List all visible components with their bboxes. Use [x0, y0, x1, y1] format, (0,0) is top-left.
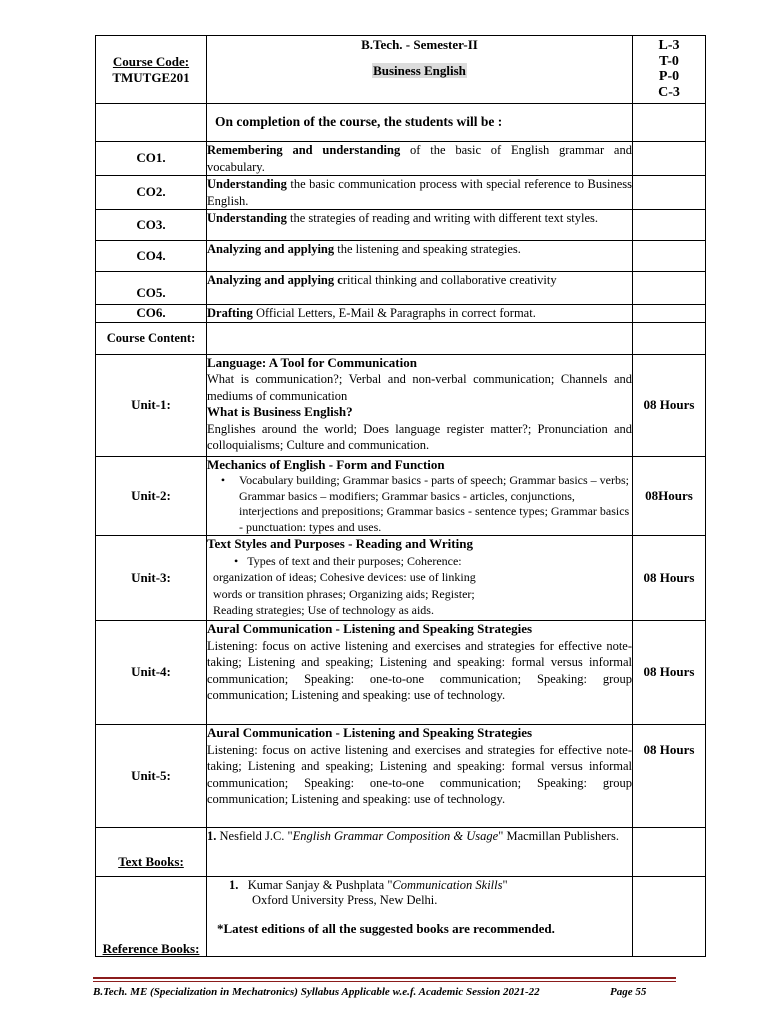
- footer-divider: [93, 977, 676, 979]
- outcome-id: CO1.: [96, 142, 207, 176]
- unit-text: Listening: focus on active listening and exercises and strategies for effective note-taking; Listening and speaking; Listening and speaking: formal versus informal communication; Speaking: one-to-one communication; Speaking: group communication; Listening and speaking: use of technology.: [207, 742, 632, 806]
- syllabus-table: [95, 35, 706, 957]
- outcome-text: Understanding the basic communication process with special reference to Business English.: [207, 177, 632, 208]
- outcome-id: CO5.: [96, 272, 207, 305]
- unit-title: Mechanics of English - Form and Function: [207, 456, 445, 472]
- course-code: TMUTGE201: [112, 69, 190, 85]
- unit-content: [207, 621, 633, 725]
- unit-row: [96, 536, 706, 621]
- bullet-icon: •: [220, 473, 226, 487]
- text-books-label: Text Books:: [96, 828, 207, 877]
- completion-row: [96, 104, 706, 142]
- unit-title: Text Styles and Purposes - Reading and Writing: [207, 536, 473, 551]
- unit-hours: 08 Hours: [633, 621, 706, 725]
- course-content-row: [96, 322, 706, 354]
- outcome-row: [96, 176, 706, 210]
- unit-text: Types of text and their purposes; Coherence:: [247, 553, 462, 568]
- outcome-text: Understanding the strategies of reading and writing with different text styles.: [207, 210, 633, 241]
- unit-text: What is communication?; Verbal and non-verbal communication; Channels and mediums of communication: [207, 372, 632, 403]
- unit-text: Reading strategies; Use of technology as aids.: [213, 603, 434, 617]
- reference-books-label: Reference Books:: [96, 877, 207, 957]
- page-number: Page 55: [610, 986, 647, 998]
- outcome-text: Analyzing and applying the listening and speaking strategies.: [207, 241, 633, 272]
- outcome-row: [96, 142, 706, 176]
- unit-row: [96, 456, 706, 536]
- outcome-row: [96, 241, 706, 272]
- outcome-text: Remembering and understanding of the basic of English grammar and vocabulary.: [207, 143, 632, 174]
- unit-text: organization of ideas; Cohesive devices: use of linking: [213, 570, 476, 584]
- outcome-row: [96, 210, 706, 241]
- unit-label: Unit-5:: [96, 725, 207, 828]
- reference-publisher: Oxford University Press, New Delhi.: [252, 893, 438, 907]
- outcome-id: CO4.: [96, 241, 207, 272]
- page-footer: [93, 986, 683, 998]
- unit-label: Unit-4:: [96, 621, 207, 725]
- footer-divider: [93, 981, 676, 982]
- unit-label: Unit-1:: [96, 354, 207, 456]
- unit-content: [207, 354, 633, 456]
- text-books-row: [96, 828, 706, 877]
- unit-list: [207, 553, 632, 619]
- ltpc-p: P-0: [658, 69, 680, 84]
- reference-book-entry: 1. Kumar Sanjay & Pushplata "Communication Skills" Oxford University Press, New Delhi. *Latest editions of all the suggested books are recommended.: [207, 877, 633, 957]
- unit-content: [207, 725, 633, 828]
- unit-row: [96, 725, 706, 828]
- footer-text: B.Tech. ME (Specialization in Mechatronics) Syllabus Applicable w.e.f. Academic Session 2021-22: [93, 986, 540, 998]
- unit-subtitle: What is Business English?: [207, 404, 353, 419]
- outcome-row: [96, 305, 706, 323]
- header-row: [96, 36, 706, 104]
- outcome-row: [96, 272, 706, 305]
- course-code-label: Course Code:: [112, 53, 190, 69]
- unit-title: Aural Communication - Listening and Speaking Strategies: [207, 621, 533, 636]
- unit-text: Listening: focus on active listening and exercises and strategies for effective note-taking; Listening and speaking; Listening and speaking: formal versus informal communication; Speaking: one-to-one communication; Speaking: group communication; Listening and speaking: use of technology.: [207, 638, 632, 702]
- ltpc-c: C-3: [658, 84, 680, 100]
- course-name: Business English: [373, 62, 466, 78]
- unit-text: Vocabulary building; Grammar basics - parts of speech; Grammar basics – verbs; Grammar basics – modifiers; Grammar basics - articles, conjunctions, interjections and prepositions; Grammar basics - sentence types; Grammar basics - punctuation: types and uses.: [239, 473, 630, 534]
- unit-row: [96, 354, 706, 456]
- unit-content: [207, 536, 633, 621]
- bullet-icon: •: [234, 553, 239, 568]
- outcome-id: CO6.: [96, 305, 207, 323]
- unit-hours: 08 Hours: [633, 354, 706, 456]
- unit-text: Englishes around the world; Does language register matter?; Pronunciation and colloquialisms; Culture and communication.: [207, 421, 632, 452]
- unit-hours: 08 Hours: [633, 536, 706, 621]
- program-name: B.Tech. - Semester-II: [361, 37, 478, 52]
- ltpc-cell: [633, 36, 706, 104]
- unit-title: Language: A Tool for Communication: [207, 354, 417, 370]
- editions-note: *Latest editions of all the suggested books are recommended.: [217, 921, 555, 936]
- unit-text: words or transition phrases; Organizing aids; Register;: [213, 586, 475, 601]
- completion-text: On completion of the course, the students will be :: [207, 104, 633, 142]
- outcome-id: CO3.: [96, 210, 207, 241]
- unit-title: Aural Communication - Listening and Speaking Strategies: [207, 725, 533, 740]
- text-book-entry: 1. Nesfield J.C. "English Grammar Composition & Usage" Macmillan Publishers.: [207, 828, 633, 877]
- outcome-text: Analyzing and applying critical thinking and collaborative creativity: [207, 272, 633, 305]
- reference-books-row: [96, 877, 706, 957]
- ltpc-t: T-0: [659, 53, 679, 69]
- unit-label: Unit-2:: [96, 456, 207, 536]
- course-content-label: Course Content:: [96, 322, 207, 354]
- course-code-cell: [96, 36, 207, 104]
- unit-content: [207, 456, 633, 536]
- ltpc-l: L-3: [658, 38, 680, 53]
- course-title-cell: [207, 36, 633, 104]
- unit-hours: 08 Hours: [633, 725, 706, 828]
- unit-hours: 08Hours: [633, 456, 706, 536]
- list-item: [207, 473, 632, 535]
- unit-label: Unit-3:: [96, 536, 207, 621]
- outcome-id: CO2.: [96, 176, 207, 210]
- outcome-text: Drafting Official Letters, E-Mail & Paragraphs in correct format.: [207, 305, 633, 323]
- unit-row: [96, 621, 706, 725]
